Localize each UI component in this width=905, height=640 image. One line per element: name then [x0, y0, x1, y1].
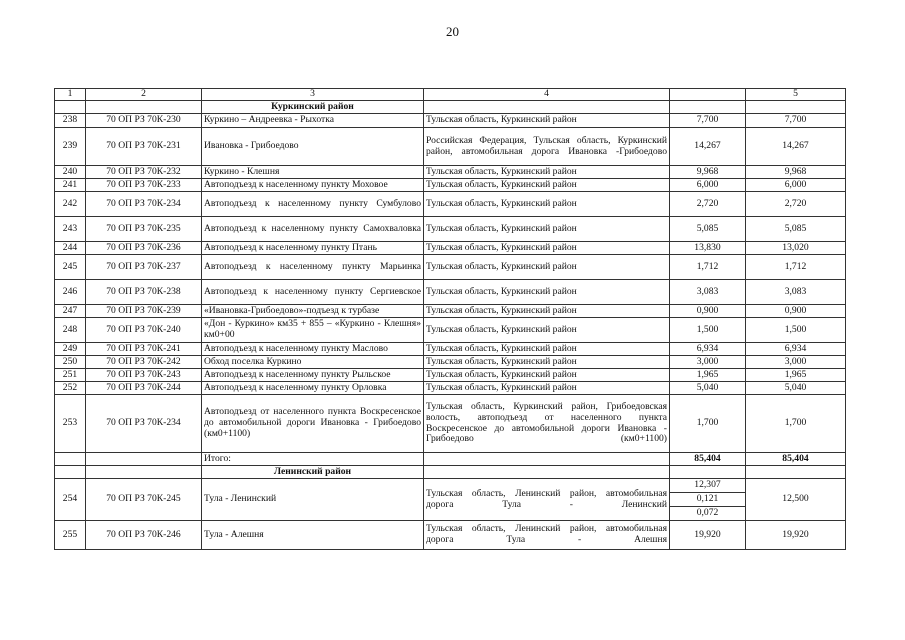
- empty-cell: [746, 466, 846, 479]
- road-total: 13,020: [746, 242, 846, 255]
- road-name: Куркино – Андреевка - Рыхотка: [202, 114, 424, 128]
- road-length: 6,934: [670, 343, 746, 356]
- road-code: 70 ОП РЗ 70К-245: [86, 479, 202, 521]
- row-number: 241: [55, 179, 86, 192]
- road-code: 70 ОП РЗ 70К-234: [86, 192, 202, 217]
- row-number: 243: [55, 217, 86, 242]
- table-row: [55, 114, 846, 128]
- road-length: 2,720: [670, 192, 746, 217]
- section-row: [55, 466, 846, 479]
- row-number: 248: [55, 318, 86, 343]
- road-location: Тульская область, Куркинский район: [424, 305, 670, 318]
- row-number: 240: [55, 166, 86, 179]
- table-row: [55, 305, 846, 318]
- road-name: Автоподъезд от населенного пункта Воскресенское до автомобильной дороги Ивановка - Грибоедово (км0+1100): [202, 395, 424, 453]
- row-number: 245: [55, 255, 86, 280]
- road-length: 3,000: [670, 356, 746, 369]
- empty-cell: [86, 453, 202, 466]
- roads-table: [54, 88, 846, 550]
- road-total: 0,900: [746, 305, 846, 318]
- road-location: Тульская область, Куркинский район: [424, 369, 670, 382]
- road-total: 1,712: [746, 255, 846, 280]
- road-name: Тула - Алешня: [202, 521, 424, 550]
- row-number: 252: [55, 382, 86, 395]
- table-row: [55, 242, 846, 255]
- row-number: 254: [55, 479, 86, 521]
- road-location: Тульская область, Ленинский район, автомобильная дорога Тула - Ленинский: [424, 479, 670, 521]
- road-location: Тульская область, Куркинский район: [424, 217, 670, 242]
- road-total: 9,968: [746, 166, 846, 179]
- row-number: 251: [55, 369, 86, 382]
- road-code: 70 ОП РЗ 70К-246: [86, 521, 202, 550]
- road-location: Тульская область, Куркинский район: [424, 179, 670, 192]
- road-code: 70 ОП РЗ 70К-243: [86, 369, 202, 382]
- road-code: 70 ОП РЗ 70К-231: [86, 128, 202, 166]
- total-sum: 85,404: [746, 453, 846, 466]
- road-name: Автоподъезд к населенному пункту Рыльское: [202, 369, 424, 382]
- table-row: [55, 179, 846, 192]
- road-length: 19,920: [670, 521, 746, 550]
- road-length: 3,083: [670, 280, 746, 305]
- row-number: 255: [55, 521, 86, 550]
- road-length: 9,968: [670, 166, 746, 179]
- road-name: Ивановка - Грибоедово: [202, 128, 424, 166]
- total-length: 85,404: [670, 453, 746, 466]
- road-name: Куркино - Клешня: [202, 166, 424, 179]
- section-row: [55, 101, 846, 114]
- road-name: Автоподъезд к населенному пункту Птань: [202, 242, 424, 255]
- row-number: 249: [55, 343, 86, 356]
- road-length-part: 0,121: [670, 493, 746, 507]
- table-row: [55, 217, 846, 242]
- row-number: 244: [55, 242, 86, 255]
- table-row: [55, 395, 846, 453]
- section-title: Ленинский район: [202, 466, 424, 479]
- header-cell: 1: [55, 89, 86, 101]
- road-total: 5,040: [746, 382, 846, 395]
- road-location: Тульская область, Куркинский район: [424, 242, 670, 255]
- road-name: Автоподъезд к населенному пункту Самохваловка: [202, 217, 424, 242]
- road-name: Обход поселка Куркино: [202, 356, 424, 369]
- road-total: 19,920: [746, 521, 846, 550]
- road-length: 5,085: [670, 217, 746, 242]
- road-total: 14,267: [746, 128, 846, 166]
- road-code: 70 ОП РЗ 70К-232: [86, 166, 202, 179]
- table-row: [55, 318, 846, 343]
- road-code: 70 ОП РЗ 70К-238: [86, 280, 202, 305]
- road-name: Тула - Ленинский: [202, 479, 424, 521]
- road-length-part: 12,307: [670, 479, 746, 493]
- road-location: Тульская область, Куркинский район: [424, 280, 670, 305]
- table-row: [55, 479, 846, 493]
- road-length: 1,712: [670, 255, 746, 280]
- row-number: 239: [55, 128, 86, 166]
- row-number: 247: [55, 305, 86, 318]
- road-length: 1,965: [670, 369, 746, 382]
- road-code: 70 ОП РЗ 70К-234: [86, 395, 202, 453]
- road-location: Тульская область, Куркинский район: [424, 166, 670, 179]
- header-row: [55, 89, 846, 101]
- road-total: 2,720: [746, 192, 846, 217]
- header-cell: 4: [424, 89, 670, 101]
- road-location: Российская Федерация, Тульская область, Куркинский район, автомобильная дорога Ивановка -Грибоедово: [424, 128, 670, 166]
- road-code: 70 ОП РЗ 70К-244: [86, 382, 202, 395]
- road-length: 6,000: [670, 179, 746, 192]
- road-location: Тульская область, Куркинский район, Грибоедовская волость, автоподъезд от населенного пункта Воскресенское до автомобильной дороги Ивановка - Грибоедово (км0+1100): [424, 395, 670, 453]
- road-name: «Ивановка-Грибоедово»-подъезд к турбазе: [202, 305, 424, 318]
- table-row: [55, 356, 846, 369]
- header-cell: 2: [86, 89, 202, 101]
- road-length: 0,900: [670, 305, 746, 318]
- header-cell: 3: [202, 89, 424, 101]
- row-number: 250: [55, 356, 86, 369]
- row-number: 238: [55, 114, 86, 128]
- road-code: 70 ОП РЗ 70К-237: [86, 255, 202, 280]
- table-row: [55, 280, 846, 305]
- road-name: Автоподъезд к населенному пункту Сумбулово: [202, 192, 424, 217]
- table-row: [55, 369, 846, 382]
- empty-cell: [424, 453, 670, 466]
- road-location: Тульская область, Куркинский район: [424, 343, 670, 356]
- road-location: Тульская область, Куркинский район: [424, 192, 670, 217]
- road-length-part: 0,072: [670, 507, 746, 521]
- road-length: 1,500: [670, 318, 746, 343]
- road-code: 70 ОП РЗ 70К-242: [86, 356, 202, 369]
- total-label: Итого:: [202, 453, 424, 466]
- total-row: [55, 453, 846, 466]
- table-row: [55, 128, 846, 166]
- road-length: 5,040: [670, 382, 746, 395]
- road-location: Тульская область, Куркинский район: [424, 255, 670, 280]
- road-name: Автоподъезд к населенному пункту Моховое: [202, 179, 424, 192]
- road-total: 1,500: [746, 318, 846, 343]
- road-total: 6,000: [746, 179, 846, 192]
- road-total: 3,000: [746, 356, 846, 369]
- road-name: Автоподъезд к населенному пункту Маслово: [202, 343, 424, 356]
- road-name: «Дон - Куркино» км35 + 855 – «Куркино - Клешня» км0+00: [202, 318, 424, 343]
- road-name: Автоподъезд к населенному пункту Марьинка: [202, 255, 424, 280]
- header-cell-empty: [670, 89, 746, 101]
- empty-cell: [55, 453, 86, 466]
- road-code: 70 ОП РЗ 70К-235: [86, 217, 202, 242]
- page-number: 20: [446, 24, 459, 39]
- road-name: Автоподъезд к населенному пункту Сергиевское: [202, 280, 424, 305]
- table-row: [55, 521, 846, 550]
- road-total: 7,700: [746, 114, 846, 128]
- road-total: 1,965: [746, 369, 846, 382]
- table-row: [55, 255, 846, 280]
- road-length: 13,830: [670, 242, 746, 255]
- row-number: 246: [55, 280, 86, 305]
- header-cell: 5: [746, 89, 846, 101]
- empty-cell: [86, 466, 202, 479]
- empty-cell: [670, 466, 746, 479]
- road-code: 70 ОП РЗ 70К-240: [86, 318, 202, 343]
- road-code: 70 ОП РЗ 70К-239: [86, 305, 202, 318]
- road-location: Тульская область, Ленинский район, автомобильная дорога Тула - Алешня: [424, 521, 670, 550]
- road-length: 7,700: [670, 114, 746, 128]
- road-length: 1,700: [670, 395, 746, 453]
- table-row: [55, 343, 846, 356]
- road-total: 3,083: [746, 280, 846, 305]
- road-code: 70 ОП РЗ 70К-236: [86, 242, 202, 255]
- road-location: Тульская область, Куркинский район: [424, 318, 670, 343]
- table-row: [55, 382, 846, 395]
- road-code: 70 ОП РЗ 70К-241: [86, 343, 202, 356]
- road-code: 70 ОП РЗ 70К-230: [86, 114, 202, 128]
- road-total: 5,085: [746, 217, 846, 242]
- road-length: 14,267: [670, 128, 746, 166]
- empty-cell: [424, 466, 670, 479]
- section-title: Куркинский район: [202, 101, 424, 114]
- row-number: 253: [55, 395, 86, 453]
- road-total: 12,500: [746, 479, 846, 521]
- table-row: [55, 166, 846, 179]
- road-code: 70 ОП РЗ 70К-233: [86, 179, 202, 192]
- road-location: Тульская область, Куркинский район: [424, 356, 670, 369]
- road-location: Тульская область, Куркинский район: [424, 382, 670, 395]
- table-row: [55, 192, 846, 217]
- road-total: 6,934: [746, 343, 846, 356]
- road-total: 1,700: [746, 395, 846, 453]
- road-name: Автоподъезд к населенному пункту Орловка: [202, 382, 424, 395]
- road-location: Тульская область, Куркинский район: [424, 114, 670, 128]
- row-number: 242: [55, 192, 86, 217]
- empty-cell: [55, 466, 86, 479]
